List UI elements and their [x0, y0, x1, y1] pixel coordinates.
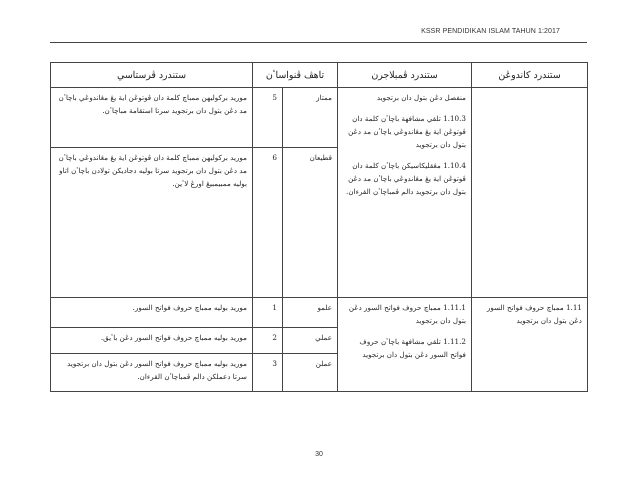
learning-standard-item: 1.10.3 تلقي مشافهة باچاٴن کلمة دان ڤوتوڠن اية يڠ مڠاندوڠي باچاٴن مد دڠن بتول دان برتجويد	[348, 114, 466, 149]
performance-level-number: 1	[253, 298, 283, 328]
performance-standard-cell: موريد برکوليهن ممباچ کلمة دان ڤوتوڠن اية يڠ مڠاندوڠي باچاٴن مد دڠن بتول دان برتجويد سرتا استقامة مباچاٴن.	[51, 88, 253, 148]
learning-standard-item: 1.11.1 ممباچ حروف فواتح السور دڠن بتول دان برتجويد	[348, 303, 466, 325]
performance-level-label: علمو	[283, 298, 338, 328]
performance-standard-cell: موريد بوليه ممباچ حروف فواتح السور.	[51, 298, 253, 328]
learning-standard-item: 1.10.4 مڠقليکاسيکن باچاٴن کلمة دان ڤوتوڠن اية يڠ مڠاندوڠي باچاٴن مد دڠن بتول دان برتجويد دالم ڤمباچاٴن القرءان.	[346, 161, 466, 196]
performance-standard-cell: موريد برکوليهن ممباچ کلمة دان ڤوتوڠن اية يڠ مڠاندوڠي باچاٴن مد دڠن بتول دان برتجويد سرتا بوليه دجاديکن تولادن باچاٴن اتاو بوليه ممبيمبيڠ اورڠ لاٴين.	[51, 148, 253, 298]
performance-level-label: عملن	[283, 354, 338, 392]
table-row	[51, 88, 588, 148]
learning-standard-cell	[338, 298, 472, 392]
page-header: KSSR PENDIDIKAN ISLAM TAHUN 1:2017	[421, 28, 560, 35]
standards-table	[50, 62, 588, 392]
learning-standard-cell	[338, 88, 472, 298]
performance-level-label: ممتاز	[283, 88, 338, 148]
column-header-performance-level: تاهڤ ڤنواساٴن	[253, 63, 338, 88]
performance-level-label: قطيعان	[283, 148, 338, 298]
learning-standard-item: منفصل دڠن بتول دان برتجويد	[376, 93, 466, 102]
column-header-learning-standard: ستندرد ڤمبلاجرن	[338, 63, 472, 88]
header-divider	[50, 42, 587, 43]
content-standard-cell: 1.11 ممباچ حروف فواتح السور دڠن بتول دان برتجويد	[472, 298, 588, 392]
performance-level-number: 5	[253, 88, 283, 148]
column-header-content-standard: ستندرد كاندوڠن	[472, 63, 588, 88]
performance-standard-cell: موريد بوليه ممباچ حروف فواتح السور دڠن باٴيق.	[51, 328, 253, 354]
column-header-performance-standard: ستندرد ڤرستاسي	[51, 63, 253, 88]
learning-standard-item: 1.11.2 تلقي مشافهة باچاٴن حروف فواتح السور دڠن بتول دان برتجويد	[359, 337, 466, 359]
table-row	[51, 298, 588, 328]
performance-level-number: 3	[253, 354, 283, 392]
performance-level-label: عملي	[283, 328, 338, 354]
performance-level-number: 6	[253, 148, 283, 298]
table-header-row	[51, 63, 588, 88]
content-standard-cell	[472, 88, 588, 298]
page-number: 30	[315, 451, 323, 458]
performance-level-number: 2	[253, 328, 283, 354]
performance-standard-cell: موريد بوليه ممباچ حروف فواتح السور دڠن بتول دان برتجويد سرتا دعملکن دالم ڤمباچاٴن القرءان.	[51, 354, 253, 392]
